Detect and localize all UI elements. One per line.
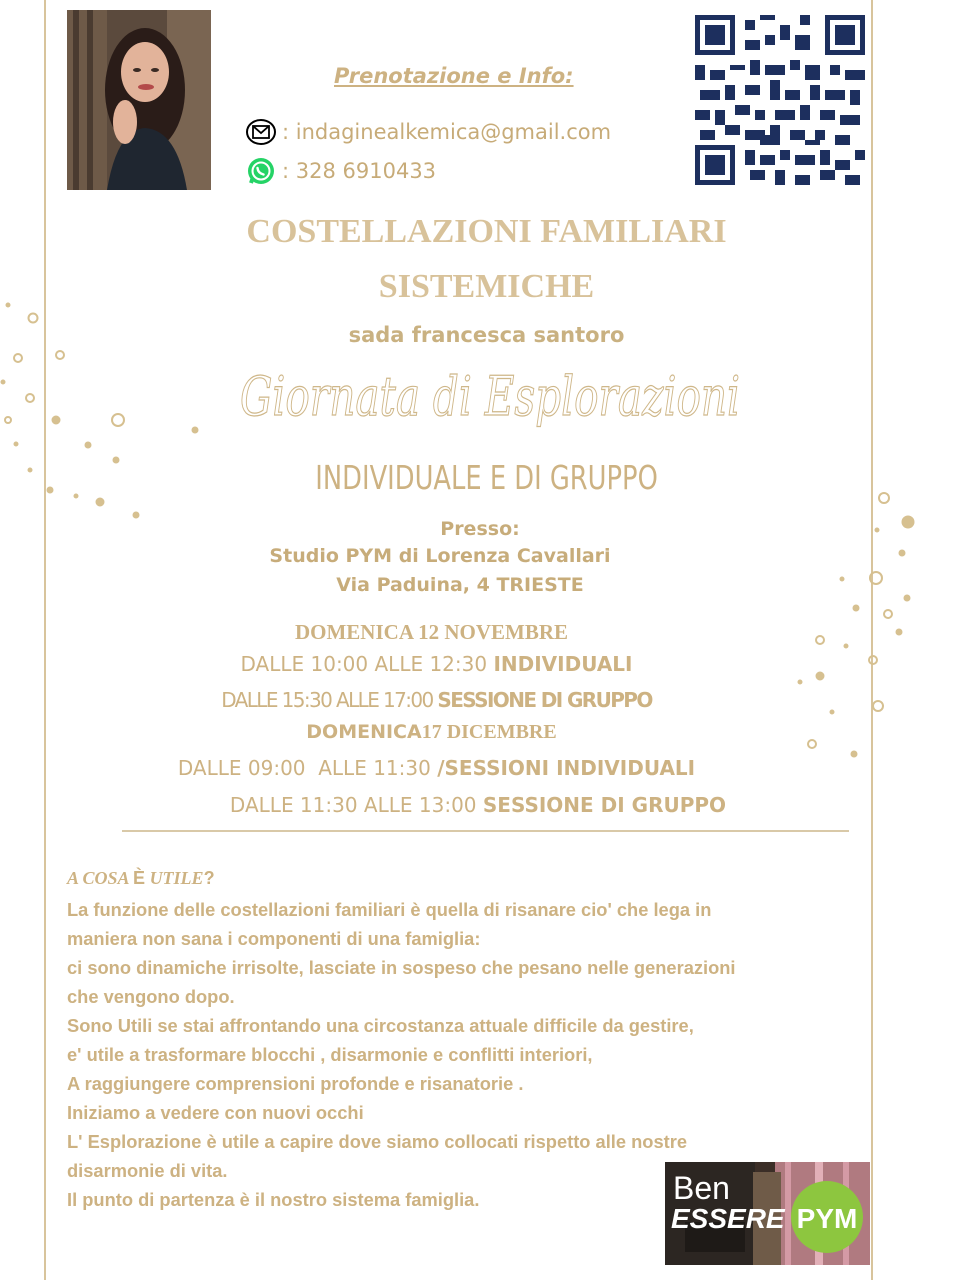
description-line: L' Esplorazione è utile a capire dove siamo collocati rispetto alle nostre <box>67 1131 688 1152</box>
portrait-photo <box>67 10 211 190</box>
description-line: A raggiungere comprensioni profonde e risanatorie . <box>67 1073 524 1094</box>
question-part: UTILE <box>145 868 204 888</box>
location-address: Via Paduina, 4 TRIESTE <box>336 574 584 596</box>
location-studio: Studio PYM di Lorenza Cavallari <box>269 545 611 567</box>
description-line: maniera non sana i componenti di una famiglia: <box>67 928 481 949</box>
description-line: disarmonie di vita. <box>67 1160 228 1181</box>
schedule-time: DALLE 15:30 ALLE 17:00 <box>221 688 438 712</box>
svg-text:ESSERE: ESSERE <box>671 1203 785 1234</box>
description-line: Il punto di partenza è il nostro sistema famiglia. <box>67 1189 480 1210</box>
schedule-dec-individual <box>0 756 873 780</box>
main-title-line2: SISTEMICHE <box>378 268 595 305</box>
script-title <box>230 360 750 450</box>
description-line: e' utile a trasformare blocchi , disarmonie e conflitti interiori, <box>67 1044 593 1065</box>
svg-text:Giornata di Esplorazioni: Giornata di Esplorazioni <box>240 365 740 428</box>
email-text[interactable]: : indaginealkemica@gmail.com <box>282 120 612 144</box>
schedule-type: /SESSIONI INDIVIDUALI <box>437 756 696 780</box>
schedule-nov-group <box>0 688 873 712</box>
schedule-nov-individual <box>0 652 873 676</box>
location-label: Presso: <box>440 518 520 540</box>
qr-code-icon[interactable] <box>695 15 865 185</box>
booking-info-title: Prenotazione e Info: <box>334 64 574 88</box>
session-type-title <box>60 458 913 497</box>
schedule-type: SESSIONE DI GRUPPO <box>437 688 652 712</box>
phone-text[interactable]: : 328 6910433 <box>282 159 437 183</box>
main-title-line1: COSTELLAZIONI FAMILIARI <box>246 213 727 250</box>
email-row[interactable] <box>246 117 611 147</box>
schedule-time: DALLE 11:30 ALLE 13:00 <box>229 793 483 817</box>
phone-row[interactable] <box>246 156 436 186</box>
session-type-text: INDIVIDUALE E DI GRUPPO <box>315 458 658 497</box>
date-december-rest: 17 DICEMBRE <box>421 721 557 743</box>
date-november: DOMENICA 12 NOVEMBRE <box>294 620 568 644</box>
svg-text:PYM: PYM <box>796 1203 858 1234</box>
description-line: Iniziamo a vedere con nuovi occhi <box>67 1102 364 1123</box>
benessere-pym-logo <box>665 1162 870 1265</box>
question-mark: ? <box>203 868 215 888</box>
question-part: È <box>133 868 146 888</box>
envelope-icon <box>246 117 276 147</box>
description-line: Sono Utili se stai affrontando una circostanza attuale difficile da gestire, <box>67 1015 694 1036</box>
question-title <box>67 868 215 889</box>
schedule-type: INDIVIDUALI <box>493 652 633 676</box>
description-line: ci sono dinamiche irrisolte, lasciate in sospeso che pesano nelle generazioni <box>67 957 736 978</box>
frame-line-right <box>871 0 873 1280</box>
schedule-dec-group <box>0 793 956 817</box>
schedule-type: SESSIONE DI GRUPPO <box>482 793 727 817</box>
description-line: La funzione delle costellazioni familiari è quella di risanare cio' che lega in <box>67 899 712 920</box>
question-part: A COSA <box>67 868 134 888</box>
description-line: che vengono dopo. <box>67 986 235 1007</box>
author-name: sada francesca santoro <box>348 323 625 347</box>
date-december-day: DOMENICA <box>306 721 422 743</box>
svg-text:Ben: Ben <box>673 1170 730 1206</box>
divider <box>122 830 849 832</box>
whatsapp-icon <box>246 156 276 186</box>
schedule-time: DALLE 10:00 ALLE 12:30 <box>240 652 494 676</box>
date-december <box>0 721 863 744</box>
schedule-time: DALLE 09:00 ALLE 11:30 <box>177 756 438 780</box>
